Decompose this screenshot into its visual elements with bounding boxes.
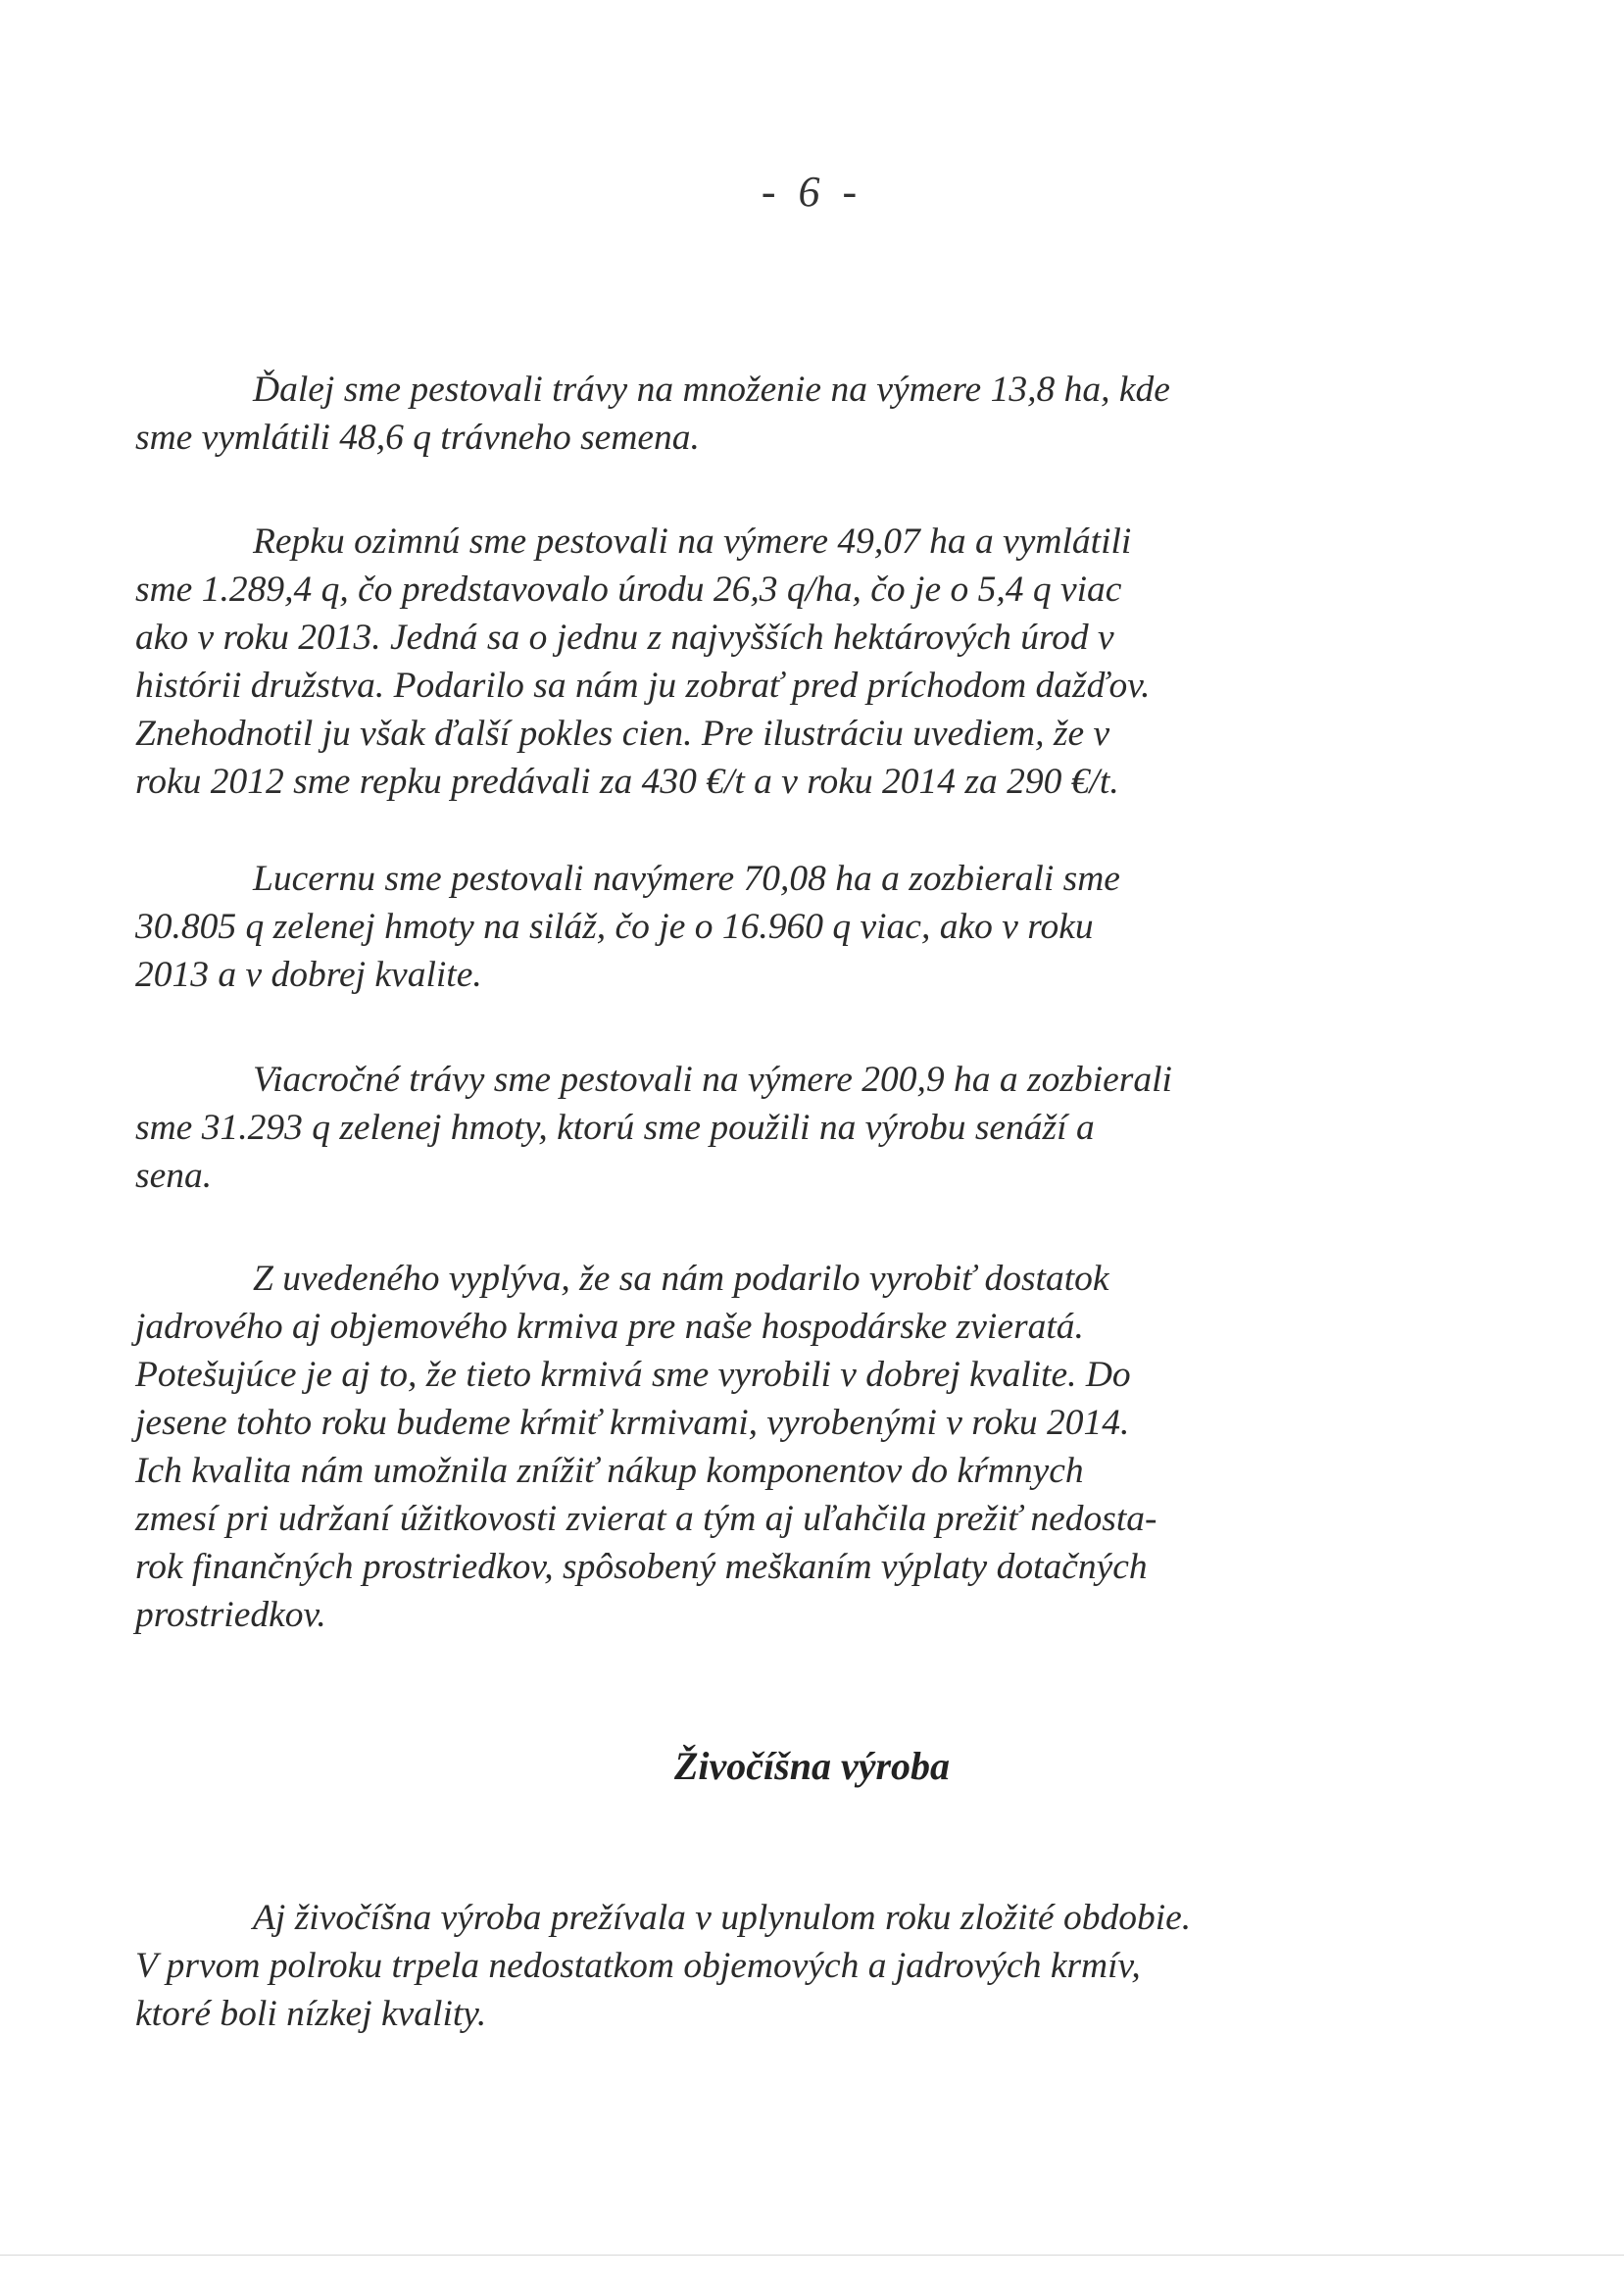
- page-number: - 6 -: [761, 168, 863, 216]
- text-line: jesene tohto roku budeme kŕmiť krmivami, vyrobenými v roku 2014.: [135, 1403, 1130, 1443]
- text-line: Znehodnotil ju však ďalší pokles cien. Pre ilustráciu uvediem, že v: [135, 714, 1110, 754]
- text-line: histórii družstva. Podarilo sa nám ju zobrať pred príchodom dažďov.: [135, 666, 1151, 706]
- text-line: sme vymlátili 48,6 q trávneho semena.: [135, 418, 700, 458]
- text-line: sme 1.289,4 q, čo predstavovalo úrodu 26,3 q/ha, čo je o 5,4 q viac: [135, 570, 1122, 610]
- text-line: 2013 a v dobrej kvalite.: [135, 955, 482, 995]
- text-line: V prvom polroku trpela nedostatkom objemových a jadrových krmív,: [135, 1946, 1141, 1986]
- section-heading: Živočíšna výroba: [673, 1744, 951, 1788]
- text-line: Ďalej sme pestovali trávy na množenie na výmere 13,8 ha, kde: [253, 370, 1170, 410]
- text-line: Repku ozimnú sme pestovali na výmere 49,07 ha a vymlátili: [253, 521, 1132, 562]
- text-line: ktoré boli nízkej kvality.: [135, 1994, 487, 2034]
- paragraph-rapeseed: [135, 518, 1370, 806]
- paragraph-alfalfa: [135, 855, 1370, 999]
- text-line: Aj živočíšna výroba prežívala v uplynulom roku zložité obdobie.: [253, 1898, 1192, 1938]
- text-line: prostriedkov.: [135, 1595, 326, 1635]
- text-line: Lucernu sme pestovali navýmere 70,08 ha a zozbierali sme: [253, 859, 1120, 899]
- text-line: roku 2012 sme repku predávali za 430 €/t a v roku 2014 za 290 €/t.: [135, 762, 1119, 802]
- text-line: sme 31.293 q zelenej hmoty, ktorú sme použili na výrobu senáží a: [135, 1108, 1095, 1148]
- text-line: Ich kvalita nám umožnila znížiť nákup komponentov do kŕmnych: [135, 1451, 1084, 1491]
- page-bottom-rule: [0, 2255, 1624, 2256]
- text-line: jadrového aj objemového krmiva pre naše hospodárske zvieratá.: [135, 1307, 1084, 1347]
- paragraph-feed-summary: [135, 1255, 1370, 1639]
- text-line: 30.805 q zelenej hmoty na siláž, čo je o 16.960 q viac, ako v roku: [135, 907, 1094, 947]
- text-line: rok finančných prostriedkov, spôsobený meškaním výplaty dotačných: [135, 1547, 1148, 1587]
- paragraph-perennial-grasses: [135, 1056, 1370, 1200]
- text-line: zmesí pri udržaní úžitkovosti zvierat a tým aj uľahčila prežiť nedosta-: [135, 1499, 1157, 1539]
- text-line: sena.: [135, 1156, 213, 1196]
- text-line: Z uvedeného vyplýva, že sa nám podarilo vyrobiť dostatok: [253, 1259, 1109, 1299]
- text-line: ako v roku 2013. Jedná sa o jednu z najvyšších hektárových úrod v: [135, 618, 1114, 658]
- text-line: Viacročné trávy sme pestovali na výmere 200,9 ha a zozbierali: [253, 1060, 1172, 1100]
- paragraph-animal-production: [135, 1894, 1370, 2038]
- text-line: Potešujúce je aj to, že tieto krmivá sme vyrobili v dobrej kvalite. Do: [135, 1355, 1131, 1395]
- paragraph-grass-seed: [135, 366, 1370, 462]
